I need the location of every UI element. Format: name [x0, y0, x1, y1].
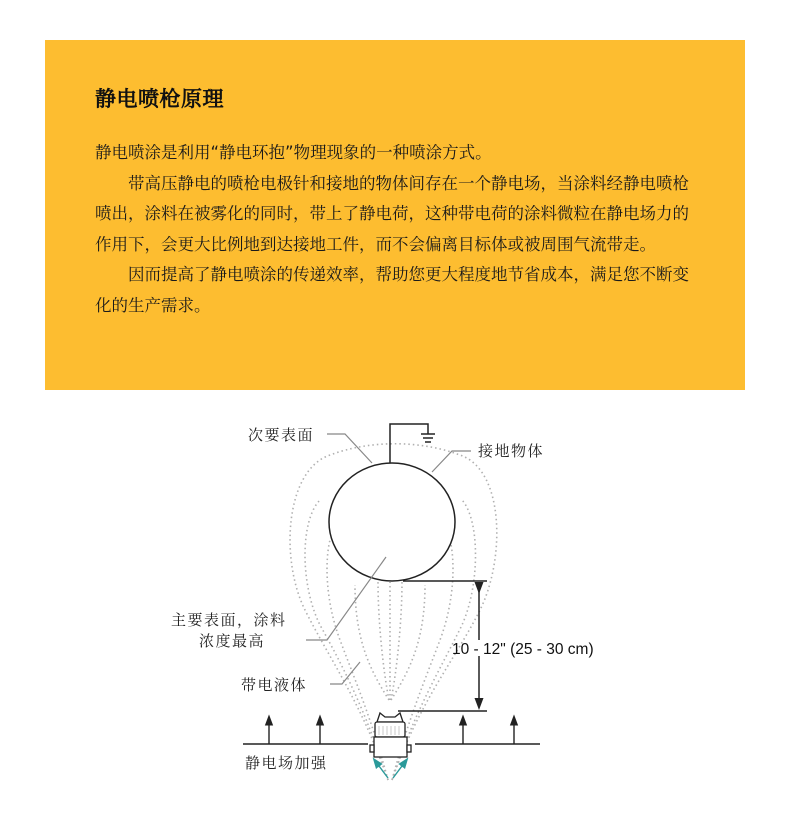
grounded-object-shape [329, 463, 455, 581]
label-charged-liquid: 带电液体 [241, 676, 308, 694]
ground-symbol-icon [390, 424, 435, 463]
page-title: 静电喷枪原理 [95, 87, 224, 111]
paragraph-2: 带高压静电的喷枪电极针和接地的物体间存在一个静电场，当涂料经静电喷枪喷出，涂料在被雾化的同时，带上了静电荷，这种带电荷的涂料微粒在静电场力的作用下，会更大比例地到达接地工件，而不会偏离目标体或被周围气流带走。 [95, 173, 689, 254]
airflow-arrows-icon [376, 762, 405, 778]
spray-gun-icon [370, 713, 411, 757]
label-field-enhanced: 静电场加强 [245, 754, 328, 772]
label-grounded-object: 接地物体 [478, 442, 545, 460]
label-primary-surface-1: 主要表面，涂料 [171, 611, 287, 629]
label-secondary-surface: 次要表面 [248, 426, 315, 444]
paragraph-1: 静电喷涂是利用“静电环抱”物理现象的一种喷涂方式。 [95, 143, 492, 162]
label-distance: 10 - 12" (25 - 30 cm) [452, 641, 594, 658]
paragraph-3: 因而提高了静电喷涂的传递效率，帮助您更大程度地节省成本，满足您不断变化的生产需求。 [95, 265, 689, 315]
label-primary-surface-2: 浓度最高 [199, 632, 266, 650]
